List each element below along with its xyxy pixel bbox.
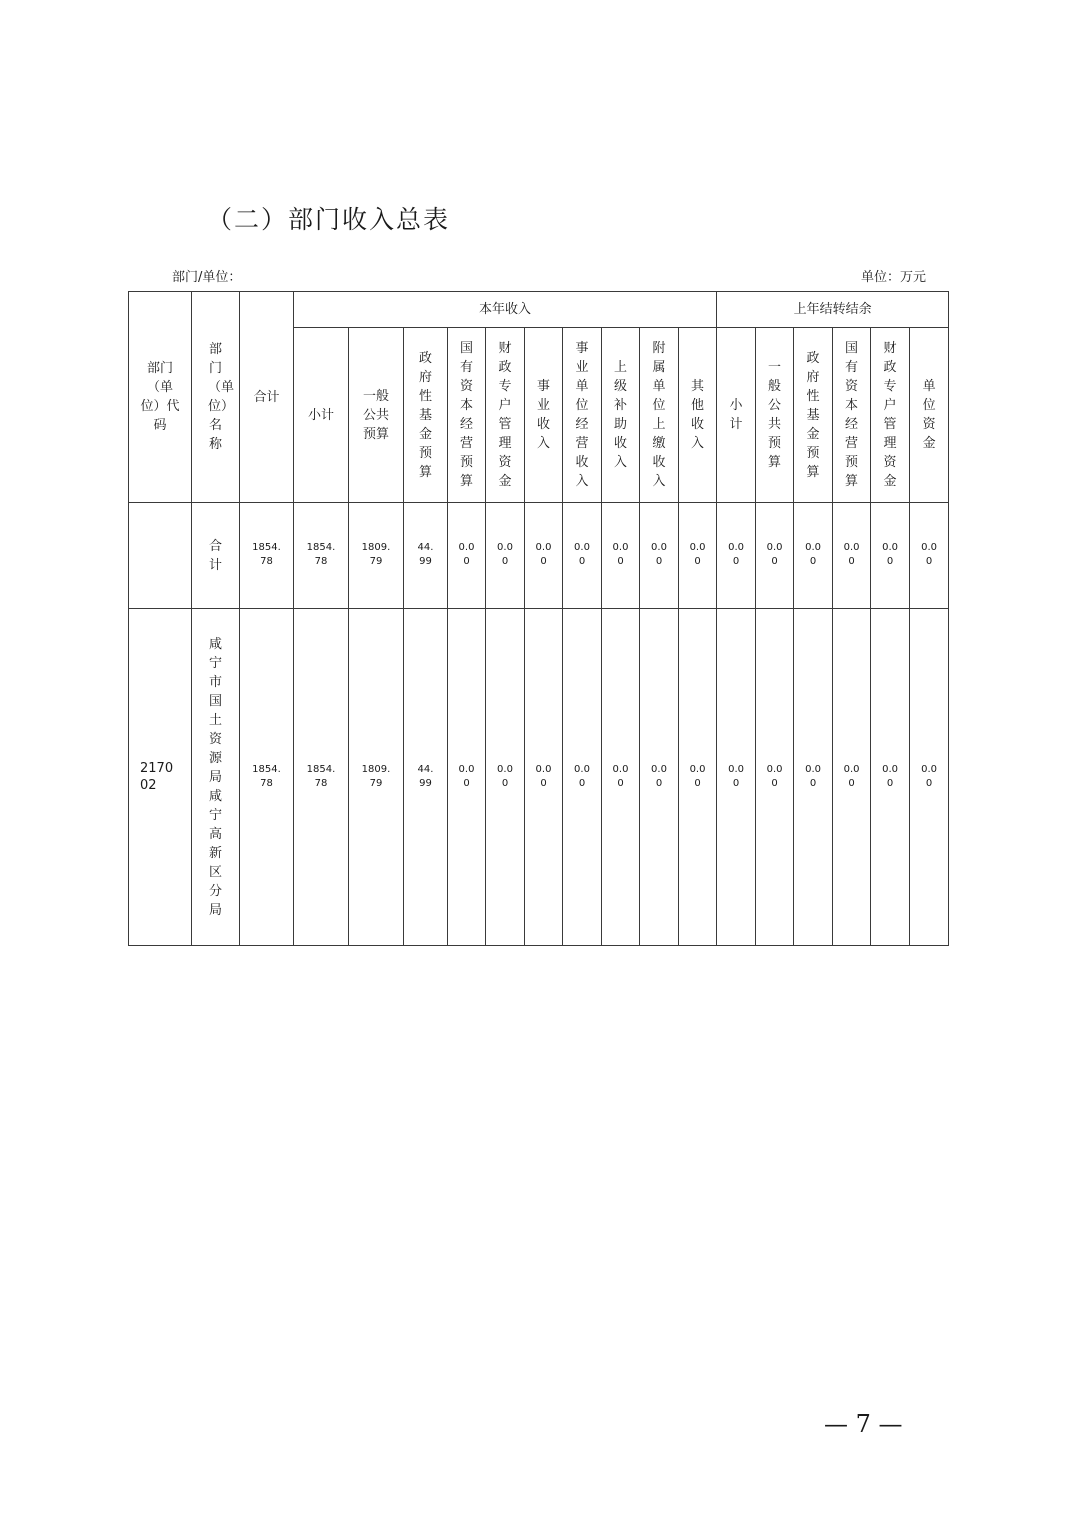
- header-carryover-unit-funds: 单位资金: [910, 328, 949, 503]
- cell-code: 217002: [129, 609, 192, 946]
- cell-total: 1854.78: [240, 503, 294, 609]
- header-group-row: [129, 292, 949, 328]
- cell-carryover-4: 0.00: [871, 609, 910, 946]
- cell-current-2: 44.99: [404, 503, 448, 609]
- cell-name: 合计: [192, 503, 240, 609]
- cell-current-6: 0.00: [563, 503, 602, 609]
- cell-current-8: 0.00: [640, 503, 679, 609]
- cell-carryover-1: 0.00: [756, 609, 794, 946]
- page-title: （二）部门收入总表: [207, 205, 451, 234]
- header-carryover-group: 上年结转结余: [717, 292, 949, 328]
- header-current-affiliated-payment: 附属单位上缴收入: [640, 328, 679, 503]
- cell-current-2: 44.99: [404, 609, 448, 946]
- cell-current-3: 0.00: [448, 503, 486, 609]
- header-total: 合计: [240, 292, 294, 503]
- table-row-total: [129, 503, 949, 609]
- cell-current-7: 0.00: [602, 609, 640, 946]
- cell-current-4: 0.00: [486, 609, 525, 946]
- cell-name: 咸宁市国土资源局咸宁高新区分局: [192, 609, 240, 946]
- header-current-business-income: 事业收入: [525, 328, 563, 503]
- header-current-state-capital: 国有资本经营预算: [448, 328, 486, 503]
- header-carryover-gov-fund: 政府性基金预算: [794, 328, 833, 503]
- table-row: [129, 609, 949, 946]
- header-code: 部门（单位）代码: [129, 292, 192, 503]
- cell-carryover-0: 0.00: [717, 609, 756, 946]
- header-carryover-general-budget: 一般公共预算: [756, 328, 794, 503]
- header-current-general-budget: 一般公共预算: [349, 328, 404, 503]
- cell-current-4: 0.00: [486, 503, 525, 609]
- cell-carryover-3: 0.00: [833, 503, 871, 609]
- header-current-other-income: 其他收入: [679, 328, 717, 503]
- cell-total: 1854.78: [240, 609, 294, 946]
- cell-carryover-5: 0.00: [910, 503, 949, 609]
- cell-current-9: 0.00: [679, 503, 717, 609]
- cell-carryover-1: 0.00: [756, 503, 794, 609]
- header-carryover-special-account: 财政专户管理资金: [871, 328, 910, 503]
- dept-label: 部门/单位：: [172, 270, 242, 285]
- page-number: — 7 —: [824, 1410, 903, 1438]
- cell-current-5: 0.00: [525, 609, 563, 946]
- cell-carryover-3: 0.00: [833, 609, 871, 946]
- cell-current-0: 1854.78: [294, 609, 349, 946]
- cell-carryover-2: 0.00: [794, 609, 833, 946]
- cell-current-0: 1854.78: [294, 503, 349, 609]
- cell-current-5: 0.00: [525, 503, 563, 609]
- cell-current-1: 1809.79: [349, 609, 404, 946]
- header-name: 部门（单位）名称: [192, 292, 240, 503]
- header-current-special-account: 财政专户管理资金: [486, 328, 525, 503]
- header-current-gov-fund: 政府性基金预算: [404, 328, 448, 503]
- cell-current-3: 0.00: [448, 609, 486, 946]
- cell-carryover-5: 0.00: [910, 609, 949, 946]
- header-carryover-subtotal: 小计: [717, 328, 756, 503]
- income-summary-table: [128, 291, 949, 946]
- header-current-superior-subsidy: 上级补助收入: [602, 328, 640, 503]
- cell-current-1: 1809.79: [349, 503, 404, 609]
- unit-label: 单位：万元: [860, 270, 926, 285]
- cell-current-8: 0.00: [640, 609, 679, 946]
- cell-current-7: 0.00: [602, 503, 640, 609]
- header-current-operating-income: 事业单位经营收入: [563, 328, 602, 503]
- cell-carryover-4: 0.00: [871, 503, 910, 609]
- header-current-subtotal: 小计: [294, 328, 349, 503]
- cell-code: [129, 503, 192, 609]
- header-current-year-group: 本年收入: [294, 292, 717, 328]
- cell-current-6: 0.00: [563, 609, 602, 946]
- cell-carryover-2: 0.00: [794, 503, 833, 609]
- header-carryover-state-capital: 国有资本经营预算: [833, 328, 871, 503]
- cell-carryover-0: 0.00: [717, 503, 756, 609]
- cell-current-9: 0.00: [679, 609, 717, 946]
